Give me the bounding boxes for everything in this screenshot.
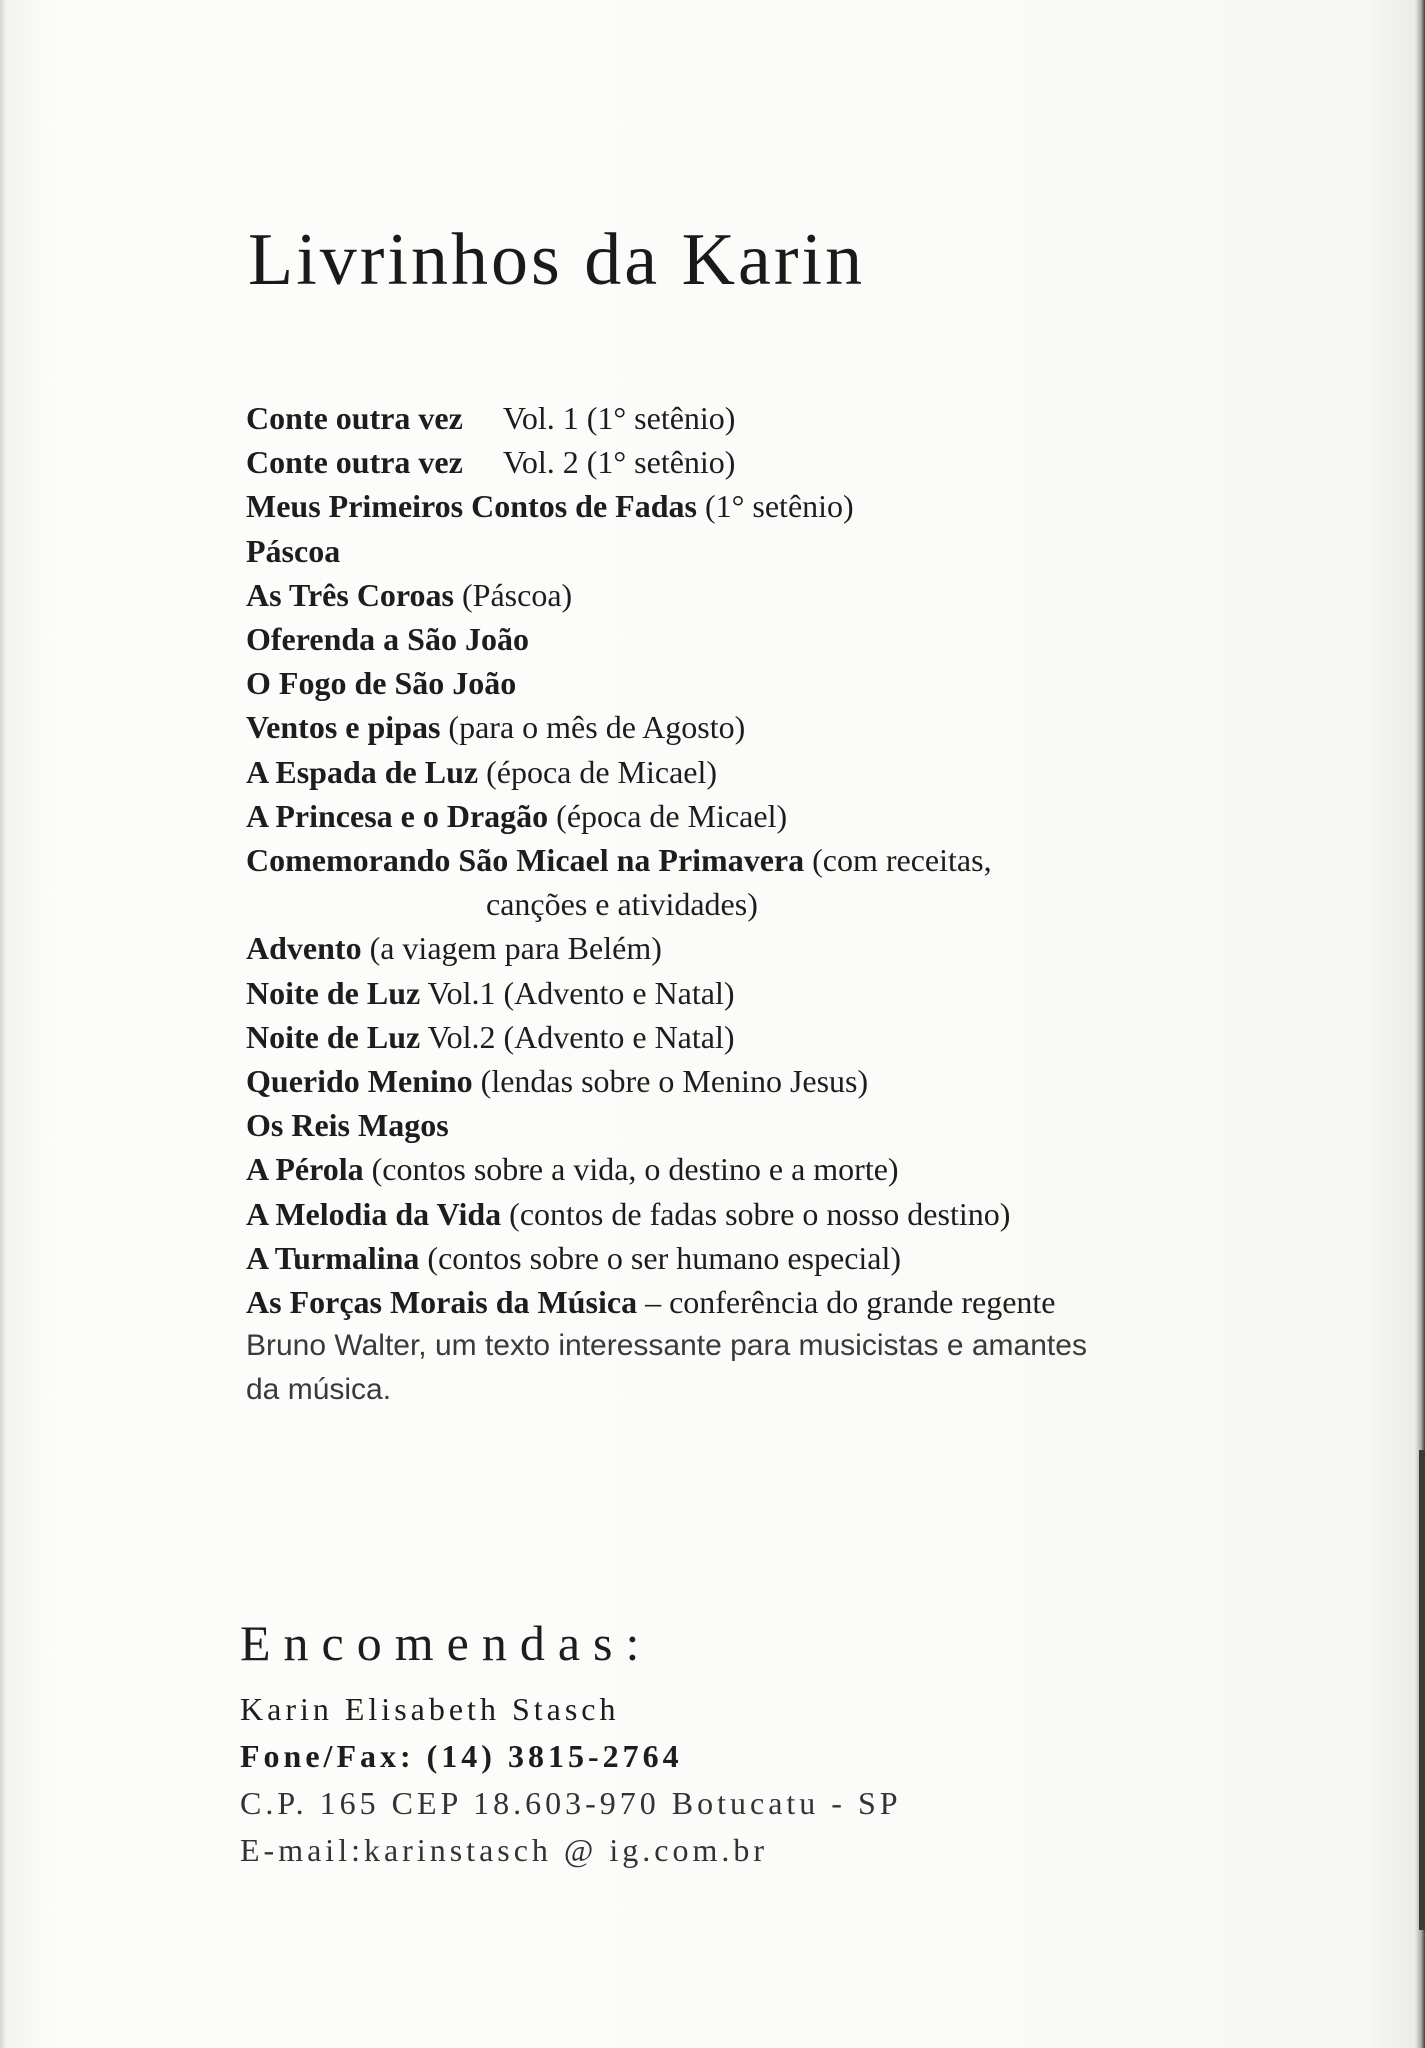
book-title: A Melodia da Vida — [246, 1195, 502, 1232]
book-title: Meus Primeiros Contos de Fadas — [246, 488, 697, 525]
book-title: Querido Menino — [246, 1063, 473, 1100]
book-item — [246, 1147, 1326, 1191]
book-item — [246, 1236, 1326, 1280]
book-title: A Turmalina — [246, 1239, 420, 1276]
book-extra: (a viagem para Belém) — [369, 930, 662, 967]
book-title: A Princesa e o Dragão — [246, 797, 549, 834]
book-item — [246, 661, 1326, 705]
book-item — [246, 573, 1326, 617]
book-extra: (com receitas, — [812, 842, 992, 879]
book-item — [246, 838, 1326, 882]
book-extra: (para o mês de Agosto) — [448, 709, 746, 746]
book-extra: (contos sobre a vida, o destino e a morte) — [371, 1151, 899, 1188]
book-extra: (1° setênio) — [704, 488, 854, 525]
book-title: Ventos e pipas — [246, 709, 441, 746]
book-item — [246, 617, 1326, 661]
orders-heading: Encomendas: — [240, 1615, 653, 1671]
book-title: Conte outra vez — [246, 444, 463, 481]
book-item — [246, 1280, 1326, 1324]
book-title: Noite de Luz — [246, 1018, 421, 1055]
book-item — [246, 1059, 1326, 1103]
book-extra: (época de Micael) — [486, 753, 718, 790]
book-extra: – conferência do grande regente — [645, 1284, 1056, 1321]
book-item — [246, 1015, 1326, 1059]
book-extra: (Páscoa) — [462, 576, 573, 613]
book-item — [246, 1192, 1326, 1236]
book-item-continuation — [246, 882, 1326, 926]
book-title: Conte outra vez — [246, 400, 463, 436]
book-extra: Vol. 2 (1° setênio) — [502, 444, 736, 481]
book-extra: canções e atividades) — [486, 886, 758, 923]
book-item — [246, 484, 1326, 528]
book-title: A Pérola — [246, 1151, 364, 1188]
book-title: As Forças Morais da Música — [246, 1284, 638, 1321]
book-extra: (lendas sobre o Menino Jesus) — [480, 1063, 869, 1100]
page-right-edge-strip — [1419, 1450, 1425, 1930]
orders-phone: Fone/Fax: (14) 3815-2764 — [240, 1738, 683, 1774]
page-title: Livrinhos da Karin — [248, 219, 866, 301]
book-item — [246, 440, 1326, 484]
book-item — [246, 750, 1326, 794]
orders-email: E-mail:karinstasch @ ig.com.br — [240, 1832, 769, 1868]
book-title: Os Reis Magos — [246, 1107, 449, 1144]
book-extra: Vol. 1 (1° setênio) — [502, 400, 736, 436]
book-item — [246, 1103, 1326, 1147]
orders-address: C.P. 165 CEP 18.603-970 Botucatu - SP — [240, 1785, 902, 1821]
book-item — [246, 529, 1326, 573]
book-item — [246, 794, 1326, 838]
book-title: Comemorando São Micael na Primavera — [246, 842, 805, 879]
book-title: A Espada de Luz — [246, 753, 479, 790]
book-title: Páscoa — [246, 532, 341, 569]
book-item — [246, 396, 1326, 440]
book-extra: (contos de fadas sobre o nosso destino) — [509, 1195, 1011, 1232]
book-list — [246, 396, 1326, 1413]
book-title: Noite de Luz — [246, 974, 421, 1011]
book-description-line: da música. — [246, 1373, 392, 1407]
book-item — [246, 705, 1326, 749]
orders-name: Karin Elisabeth Stasch — [240, 1691, 620, 1727]
book-extra: (contos sobre o ser humano especial) — [427, 1239, 902, 1276]
book-extra: (época de Micael) — [556, 797, 788, 834]
page-left-edge — [0, 0, 6, 2048]
book-title: Oferenda a São João — [246, 621, 529, 658]
book-description-line: Bruno Walter, um texto interessante para musicistas e amantes — [246, 1329, 1087, 1363]
book-extra: Vol.1 (Advento e Natal) — [427, 974, 735, 1011]
book-title: O Fogo de São João — [246, 665, 517, 702]
book-title: As Três Coroas — [246, 576, 454, 613]
book-item — [246, 971, 1326, 1015]
orders-section — [240, 1614, 1140, 1874]
book-item — [246, 926, 1326, 970]
book-extra: Vol.2 (Advento e Natal) — [427, 1018, 735, 1055]
book-title: Advento — [246, 930, 362, 967]
